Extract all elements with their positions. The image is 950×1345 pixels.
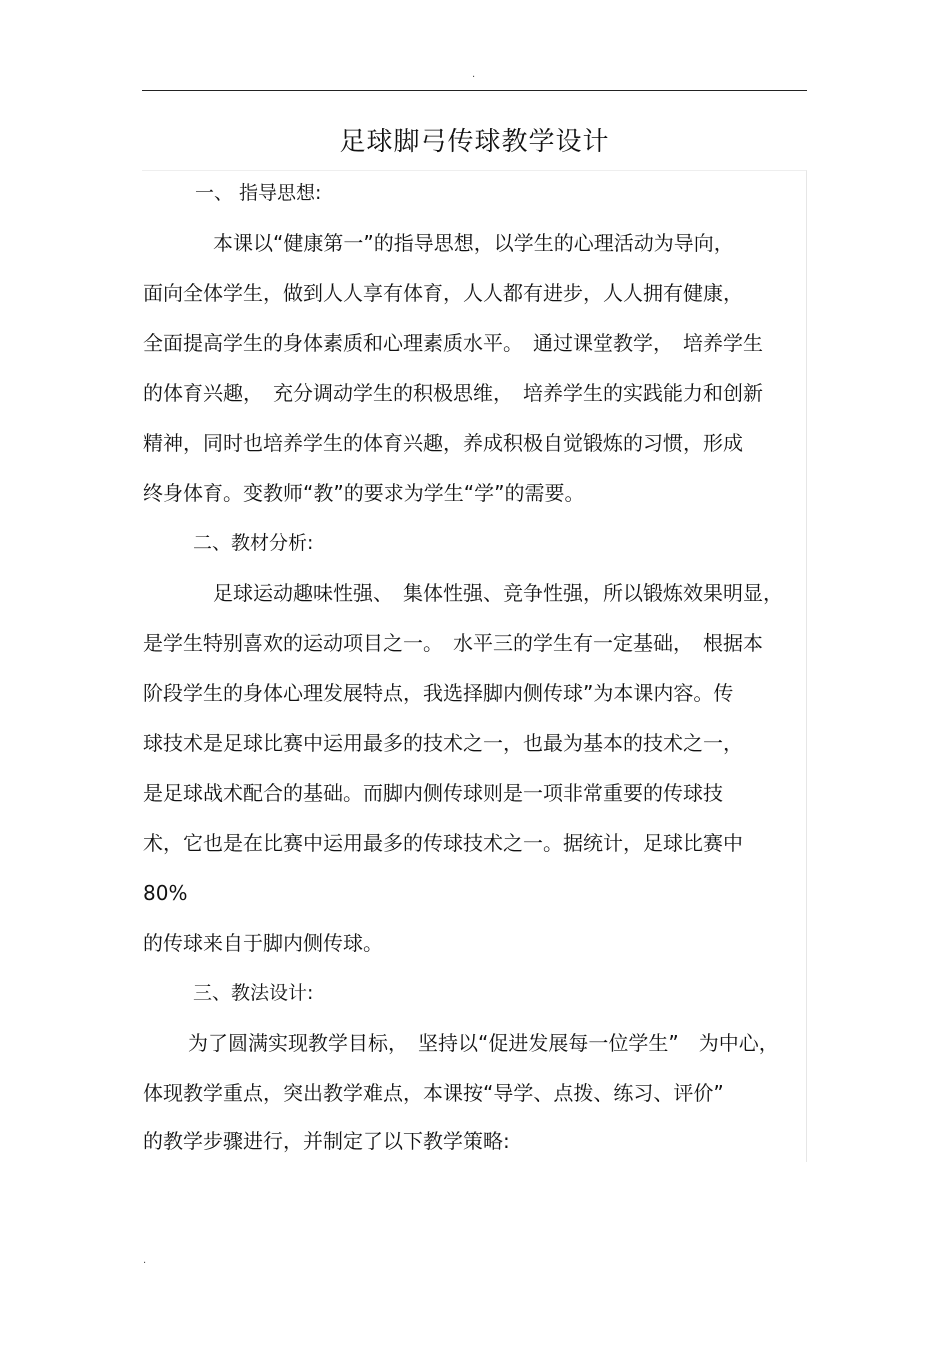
section-heading-guiding-ideology: 一、 指导思想: xyxy=(195,182,322,204)
paragraph-line-percent: 80% xyxy=(143,881,188,905)
paragraph-line: 为了圆满实现教学目标， 坚持以“促进发展每一位学生” 为中心， xyxy=(188,1031,779,1055)
paragraph-line: 的传球来自于脚内侧传球。 xyxy=(143,931,383,955)
paragraph-line: 是足球战术配合的基础。而脚内侧传球则是一项非常重要的传球技 xyxy=(143,781,723,805)
paragraph-line: 全面提高学生的身体素质和心理素质水平。 通过课堂教学， 培养学生 xyxy=(143,331,763,355)
paragraph-line: 的体育兴趣， 充分调动学生的积极思维， 培养学生的实践能力和创新 xyxy=(143,381,763,405)
paragraph-line: 本课以“健康第一”的指导思想，以学生的心理活动为导向， xyxy=(213,231,734,255)
footer-mark: . xyxy=(143,1255,147,1266)
paragraph-line: 体现教学重点，突出教学难点，本课按“导学、点拨、练习、评价” xyxy=(143,1081,724,1105)
section-heading-teaching-method: 三、教法设计: xyxy=(193,982,314,1004)
section-heading-material-analysis: 二、教材分析: xyxy=(193,532,314,554)
header-rule xyxy=(142,90,807,91)
page-title: 足球脚弓传球教学设计 xyxy=(339,127,610,157)
paragraph-line: 终身体育。变教师“教”的要求为学生“学”的需要。 xyxy=(143,481,585,505)
paragraph-line: 精神，同时也培养学生的体育兴趣，养成积极自觉锻炼的习惯，形成 xyxy=(143,431,743,455)
content-frame xyxy=(142,170,807,1162)
paragraph-line: 术，它也是在比赛中运用最多的传球技术之一。据统计，足球比赛中 xyxy=(143,831,743,855)
paragraph-line: 足球运动趣味性强、 集体性强、竞争性强，所以锻炼效果明显， xyxy=(213,581,783,605)
paragraph-line: 的教学步骤进行，并制定了以下教学策略: xyxy=(143,1129,510,1153)
paragraph-line: 是学生特别喜欢的运动项目之一。 水平三的学生有一定基础， 根据本 xyxy=(143,631,763,655)
header-mark: . xyxy=(472,69,476,80)
paragraph-line: 球技术是足球比赛中运用最多的技术之一，也最为基本的技术之一， xyxy=(143,731,743,755)
paragraph-line: 面向全体学生，做到人人享有体育，人人都有进步，人人拥有健康， xyxy=(143,281,743,305)
paragraph-line: 阶段学生的身体心理发展特点，我选择脚内侧传球”为本课内容。传 xyxy=(143,681,734,705)
